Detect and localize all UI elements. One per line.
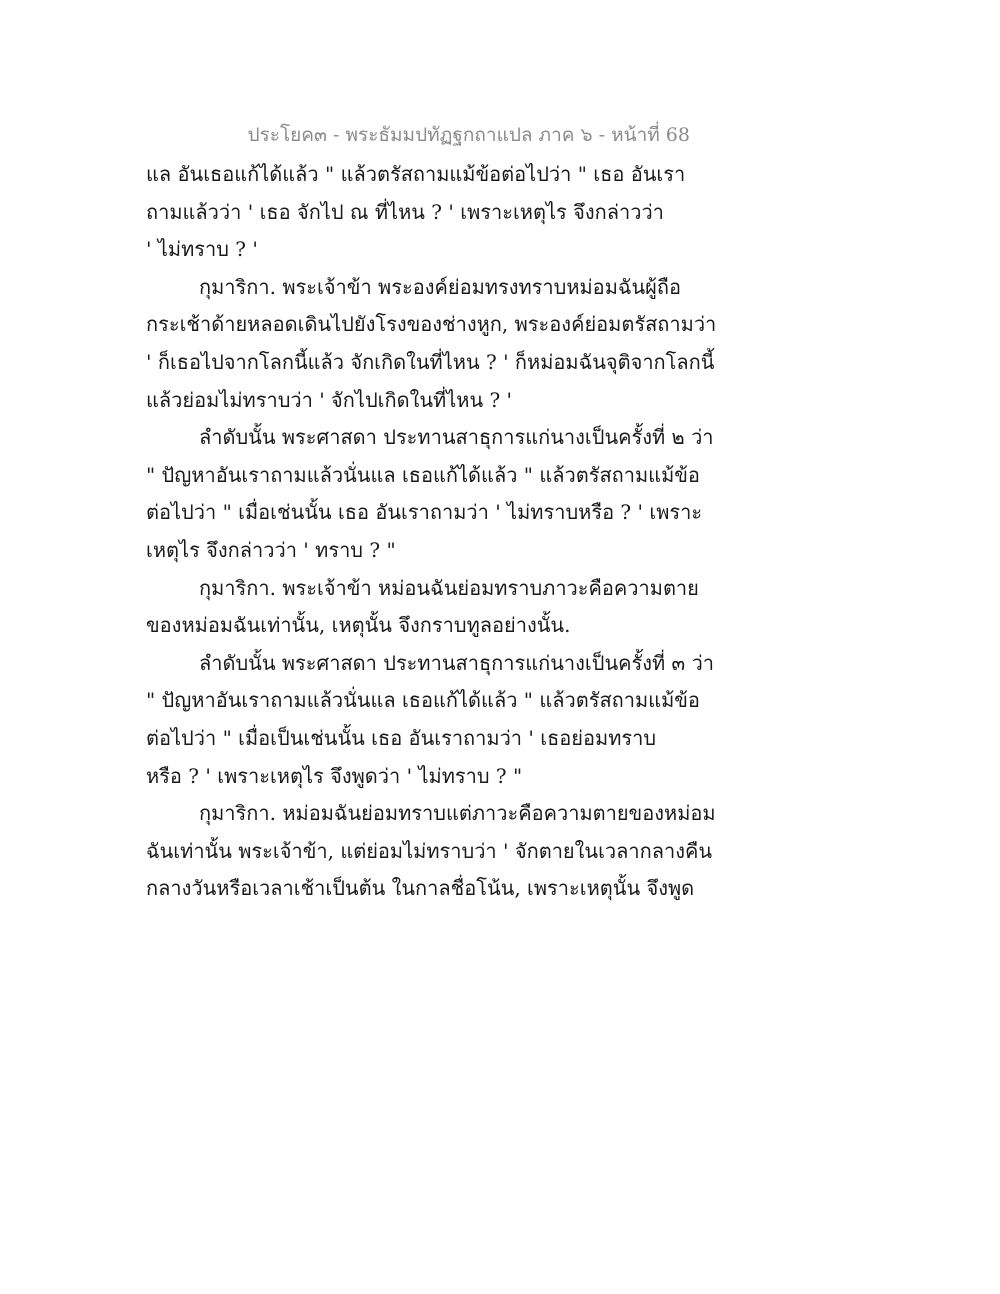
- text-line: กระเช้าด้ายหลอดเดินไปยังโรงของช่างหูก, พระองค์ย่อมตรัสถามว่า: [146, 312, 717, 337]
- paragraph-first-line: ลำดับนั้น พระศาสดา ประทานสาธุการแก่นางเป็นครั้งที่ ๒ ว่า: [199, 425, 714, 450]
- text-line: " ปัญหาอันเราถามแล้วนั่นแล เธอแก้ได้แล้ว " แล้วตรัสถามแม้ข้อ: [146, 688, 700, 713]
- text-line: " ปัญหาอันเราถามแล้วนั่นแล เธอแก้ได้แล้ว " แล้วตรัสถามแม้ข้อ: [146, 462, 700, 487]
- text-line: ' ไม่ทราบ ? ': [146, 237, 258, 262]
- text-line: กลางวันหรือเวลาเช้าเป็นต้น ในกาลชื่อโน้น, เพราะเหตุนั้น จึงพูด: [146, 876, 695, 901]
- text-line: แล อันเธอแก้ได้แล้ว " แล้วตรัสถามแม้ข้อต่อไปว่า " เธอ อันเรา: [146, 162, 686, 186]
- text-line: ต่อไปว่า " เมื่อเป็นเช่นนั้น เธอ อันเราถามว่า ' เธอย่อมทราบ: [146, 725, 657, 750]
- body-text: [146, 156, 726, 908]
- text-line: ต่อไปว่า " เมื่อเช่นนั้น เธอ อันเราถามว่า ' ไม่ทราบหรือ ? ' เพราะ: [146, 500, 703, 525]
- paragraph-first-line: ลำดับนั้น พระศาสดา ประทานสาธุการแก่นางเป็นครั้งที่ ๓ ว่า: [199, 650, 715, 675]
- paragraph-first-line: กุมาริกา. หม่อมฉันย่อมทราบแต่ภาวะคือความตายของหม่อม: [199, 801, 716, 826]
- text-line: เหตุไร จึงกล่าวว่า ' ทราบ ? ": [146, 537, 396, 562]
- text-line: ' ก็เธอไปจากโลกนี้แล้ว จักเกิดในที่ไหน ? ' ก็หม่อมฉันจุติจากโลกนี้: [146, 349, 715, 374]
- text-line: ถามแล้วว่า ' เธอ จักไป ณ ที่ไหน ? ' เพราะเหตุไร จึงกล่าวว่า: [146, 199, 664, 224]
- text-line: ฉันเท่านั้น พระเจ้าข้า, แต่ย่อมไม่ทราบว่า ' จักตายในเวลากลางคืน: [146, 838, 713, 863]
- paragraph-first-line: กุมาริกา. พระเจ้าข้า พระองค์ย่อมทรงทราบหม่อมฉันผู้ถือ: [199, 274, 682, 299]
- text-line: ของหม่อมฉันเท่านั้น, เหตุนั้น จึงกราบทูลอย่างนั้น.: [146, 613, 571, 638]
- text-line: แล้วย่อมไม่ทราบว่า ' จักไปเกิดในที่ไหน ? ': [146, 387, 513, 412]
- paragraph-first-line: กุมาริกา. พระเจ้าข้า หม่อนฉันย่อมทราบภาวะคือความตาย: [199, 575, 699, 600]
- text-line: หรือ ? ' เพราะเหตุไร จึงพูดว่า ' ไม่ทราบ ? ": [146, 763, 523, 788]
- running-header: ประโยค๓ - พระธัมมปทัฏฐกถาแปล ภาค ๖ - หน้าที่ 68: [247, 124, 690, 146]
